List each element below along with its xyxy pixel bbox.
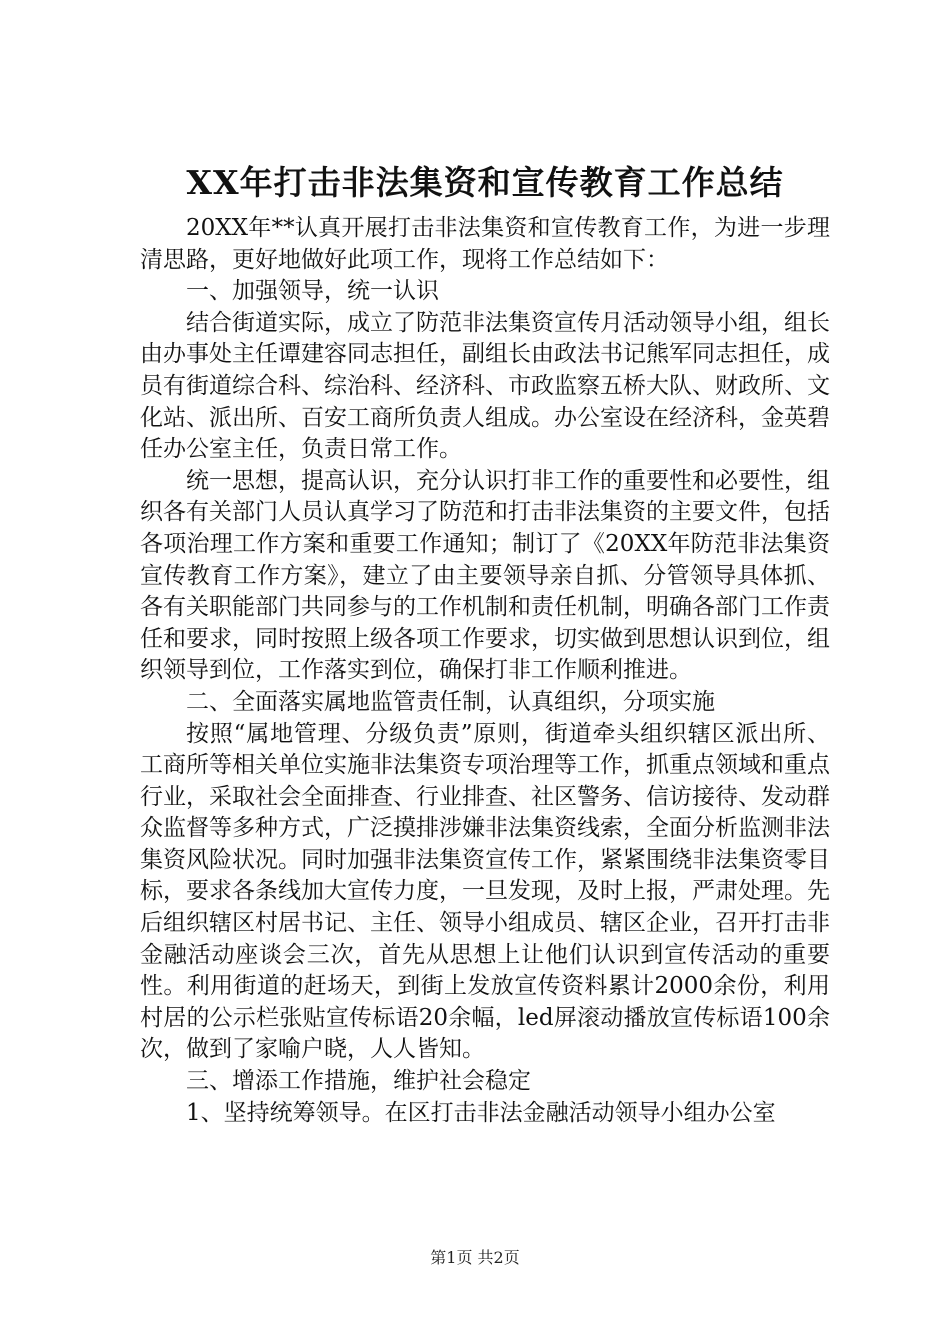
- body-paragraph: 1、坚持统筹领导。在区打击非法金融活动领导小组办公室: [186, 1099, 776, 1126]
- intro-paragraph: 20XX年**认真开展打击非法集资和宣传教育工作，为进一步理清思路，更好地做好此项工作，现将工作总结如下：: [140, 215, 830, 273]
- section-heading-1: 一、加强领导，统一认识: [186, 278, 439, 305]
- section-heading-2: 二、全面落实属地监管责任制，认真组织，分项实施: [186, 688, 715, 715]
- body-paragraph: 结合街道实际，成立了防范非法集资宣传月活动领导小组，组长由办事处主任谭建容同志担任，副组长由政法书记熊军同志担任，成员有街道综合科、综治科、经济科、市政监察五桥大队、财政所、文化站、派出所、百安工商所负责人组成。办公室设在经济科，金英碧任办公室主任，负责日常工作。: [140, 309, 830, 463]
- document-title: XX年打击非法集资和宣传教育工作总结: [186, 163, 784, 202]
- body-paragraph: 统一思想，提高认识，充分认识打非工作的重要性和必要性，组织各有关部门人员认真学习了防范和打击非法集资的主要文件，包括各项治理工作方案和重要工作通知；制订了《20XX年防范非法集资宣传教育工作方案》，建立了由主要领导亲自抓、分管领导具体抓、各有关职能部门共同参与的工作机制和责任机制，明确各部门工作责任和要求，同时按照上级各项工作要求，切实做到思想认识到位，组织领导到位，工作落实到位，确保打非工作顺利推进。: [140, 467, 830, 684]
- page-footer: 第1页 共2页: [430, 1248, 520, 1267]
- body-paragraph: 按照“属地管理、分级负责”原则，街道牵头组织辖区派出所、工商所等相关单位实施非法集资专项治理等工作，抓重点领域和重点行业，采取社会全面排查、行业排查、社区警务、信访接待、发动群众监督等多种方式，广泛摸排涉嫌非法集资线索，全面分析监测非法集资风险状况。同时加强非法集资宣传工作，紧紧围绕非法集资零目标，要求各条线加大宣传力度，一旦发现，及时上报，严肃处理。先后组织辖区村居书记、主任、领导小组成员、辖区企业，召开打击非金融活动座谈会三次，首先从思想上让他们认识到宣传活动的重要性。利用街道的赶场天，到街上发放宣传资料累计2000余份，利用村居的公示栏张贴宣传标语20余幅，led屏滚动播放宣传标语100余次，做到了家喻户晓，人人皆知。: [140, 720, 830, 1063]
- document-page: [140, 155, 830, 1129]
- section-heading-3: 三、增添工作措施，维护社会稳定: [186, 1068, 531, 1095]
